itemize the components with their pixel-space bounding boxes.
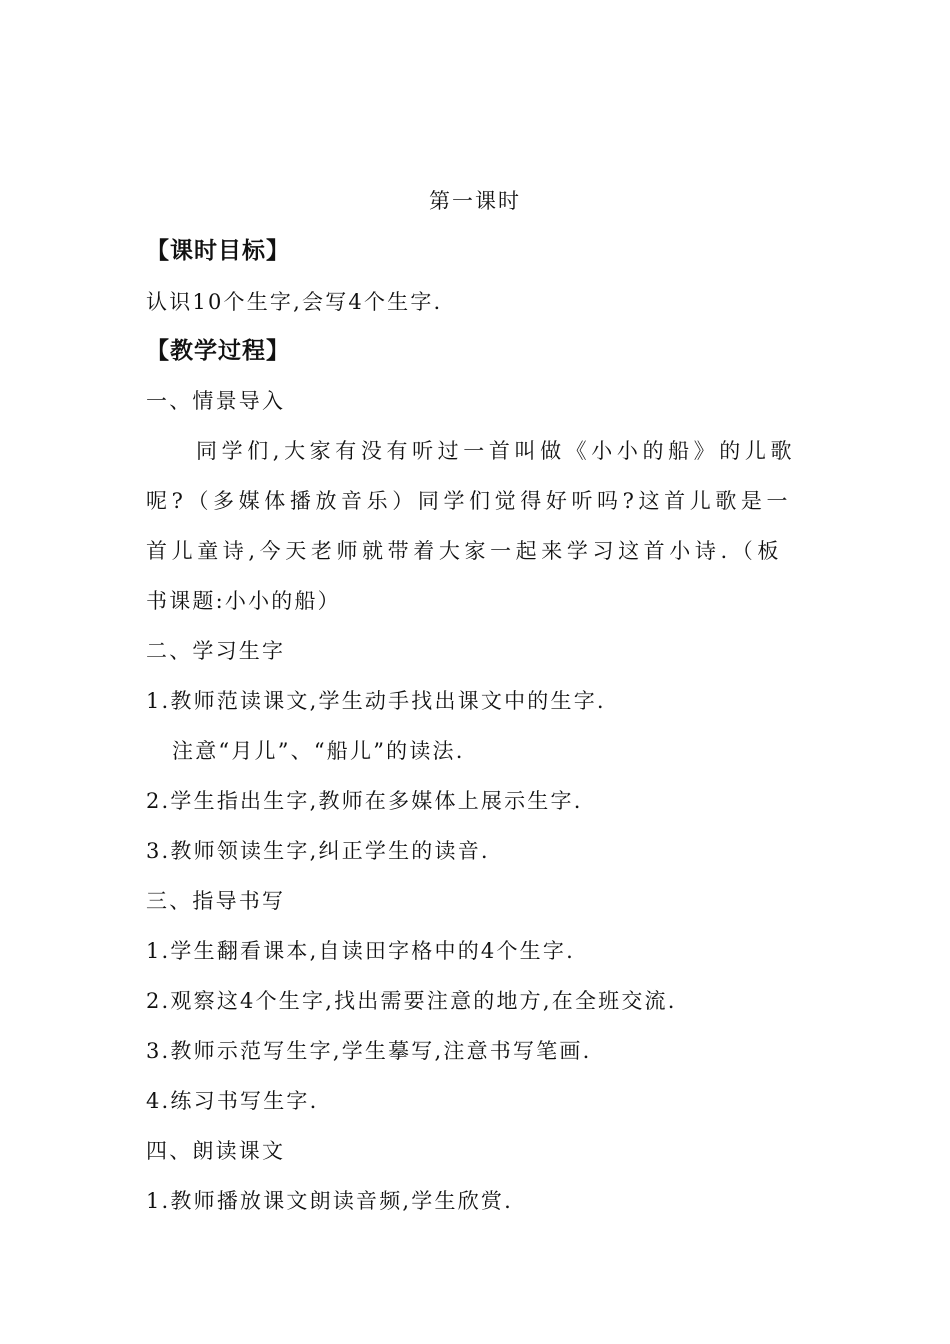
objectives-text: 认识10个生字,会写4个生字.: [146, 290, 443, 314]
list-item-note: 注意“月儿”、“船儿”的读法.: [172, 739, 465, 763]
paragraph-line: 呢?（多媒体播放音乐）同学们觉得好听吗?这首儿歌是一: [146, 489, 793, 513]
section-heading: 四、朗读课文: [146, 1139, 286, 1163]
list-item: 1.学生翻看课本,自读田字格中的4个生字.: [146, 939, 575, 963]
section-heading: 三、指导书写: [146, 889, 286, 913]
list-item: 1.教师播放课文朗读音频,学生欣赏.: [146, 1189, 513, 1213]
list-item: 1.教师范读课文,学生动手找出课文中的生字.: [146, 689, 606, 713]
list-item: 3.教师示范写生字,学生摹写,注意书写笔画.: [146, 1039, 592, 1063]
paragraph-line: 书课题:小小的船）: [146, 589, 341, 613]
list-item: 2.观察这4个生字,找出需要注意的地方,在全班交流.: [146, 989, 677, 1013]
process-heading: 【教学过程】: [146, 338, 290, 364]
list-item: 4.练习书写生字.: [146, 1089, 319, 1113]
list-item: 2.学生指出生字,教师在多媒体上展示生字.: [146, 789, 583, 813]
list-item: 3.教师领读生字,纠正学生的读音.: [146, 839, 490, 863]
objectives-heading: 【课时目标】: [146, 238, 290, 264]
paragraph-line: 同学们,大家有没有听过一首叫做《小小的船》的儿歌: [196, 439, 797, 463]
section-heading: 二、学习生字: [146, 639, 286, 663]
paragraph-line: 首儿童诗,今天老师就带着大家一起来学习这首小诗.（板: [146, 539, 783, 563]
section-heading: 一、情景导入: [146, 389, 286, 413]
page-title: 第一课时: [429, 189, 521, 213]
